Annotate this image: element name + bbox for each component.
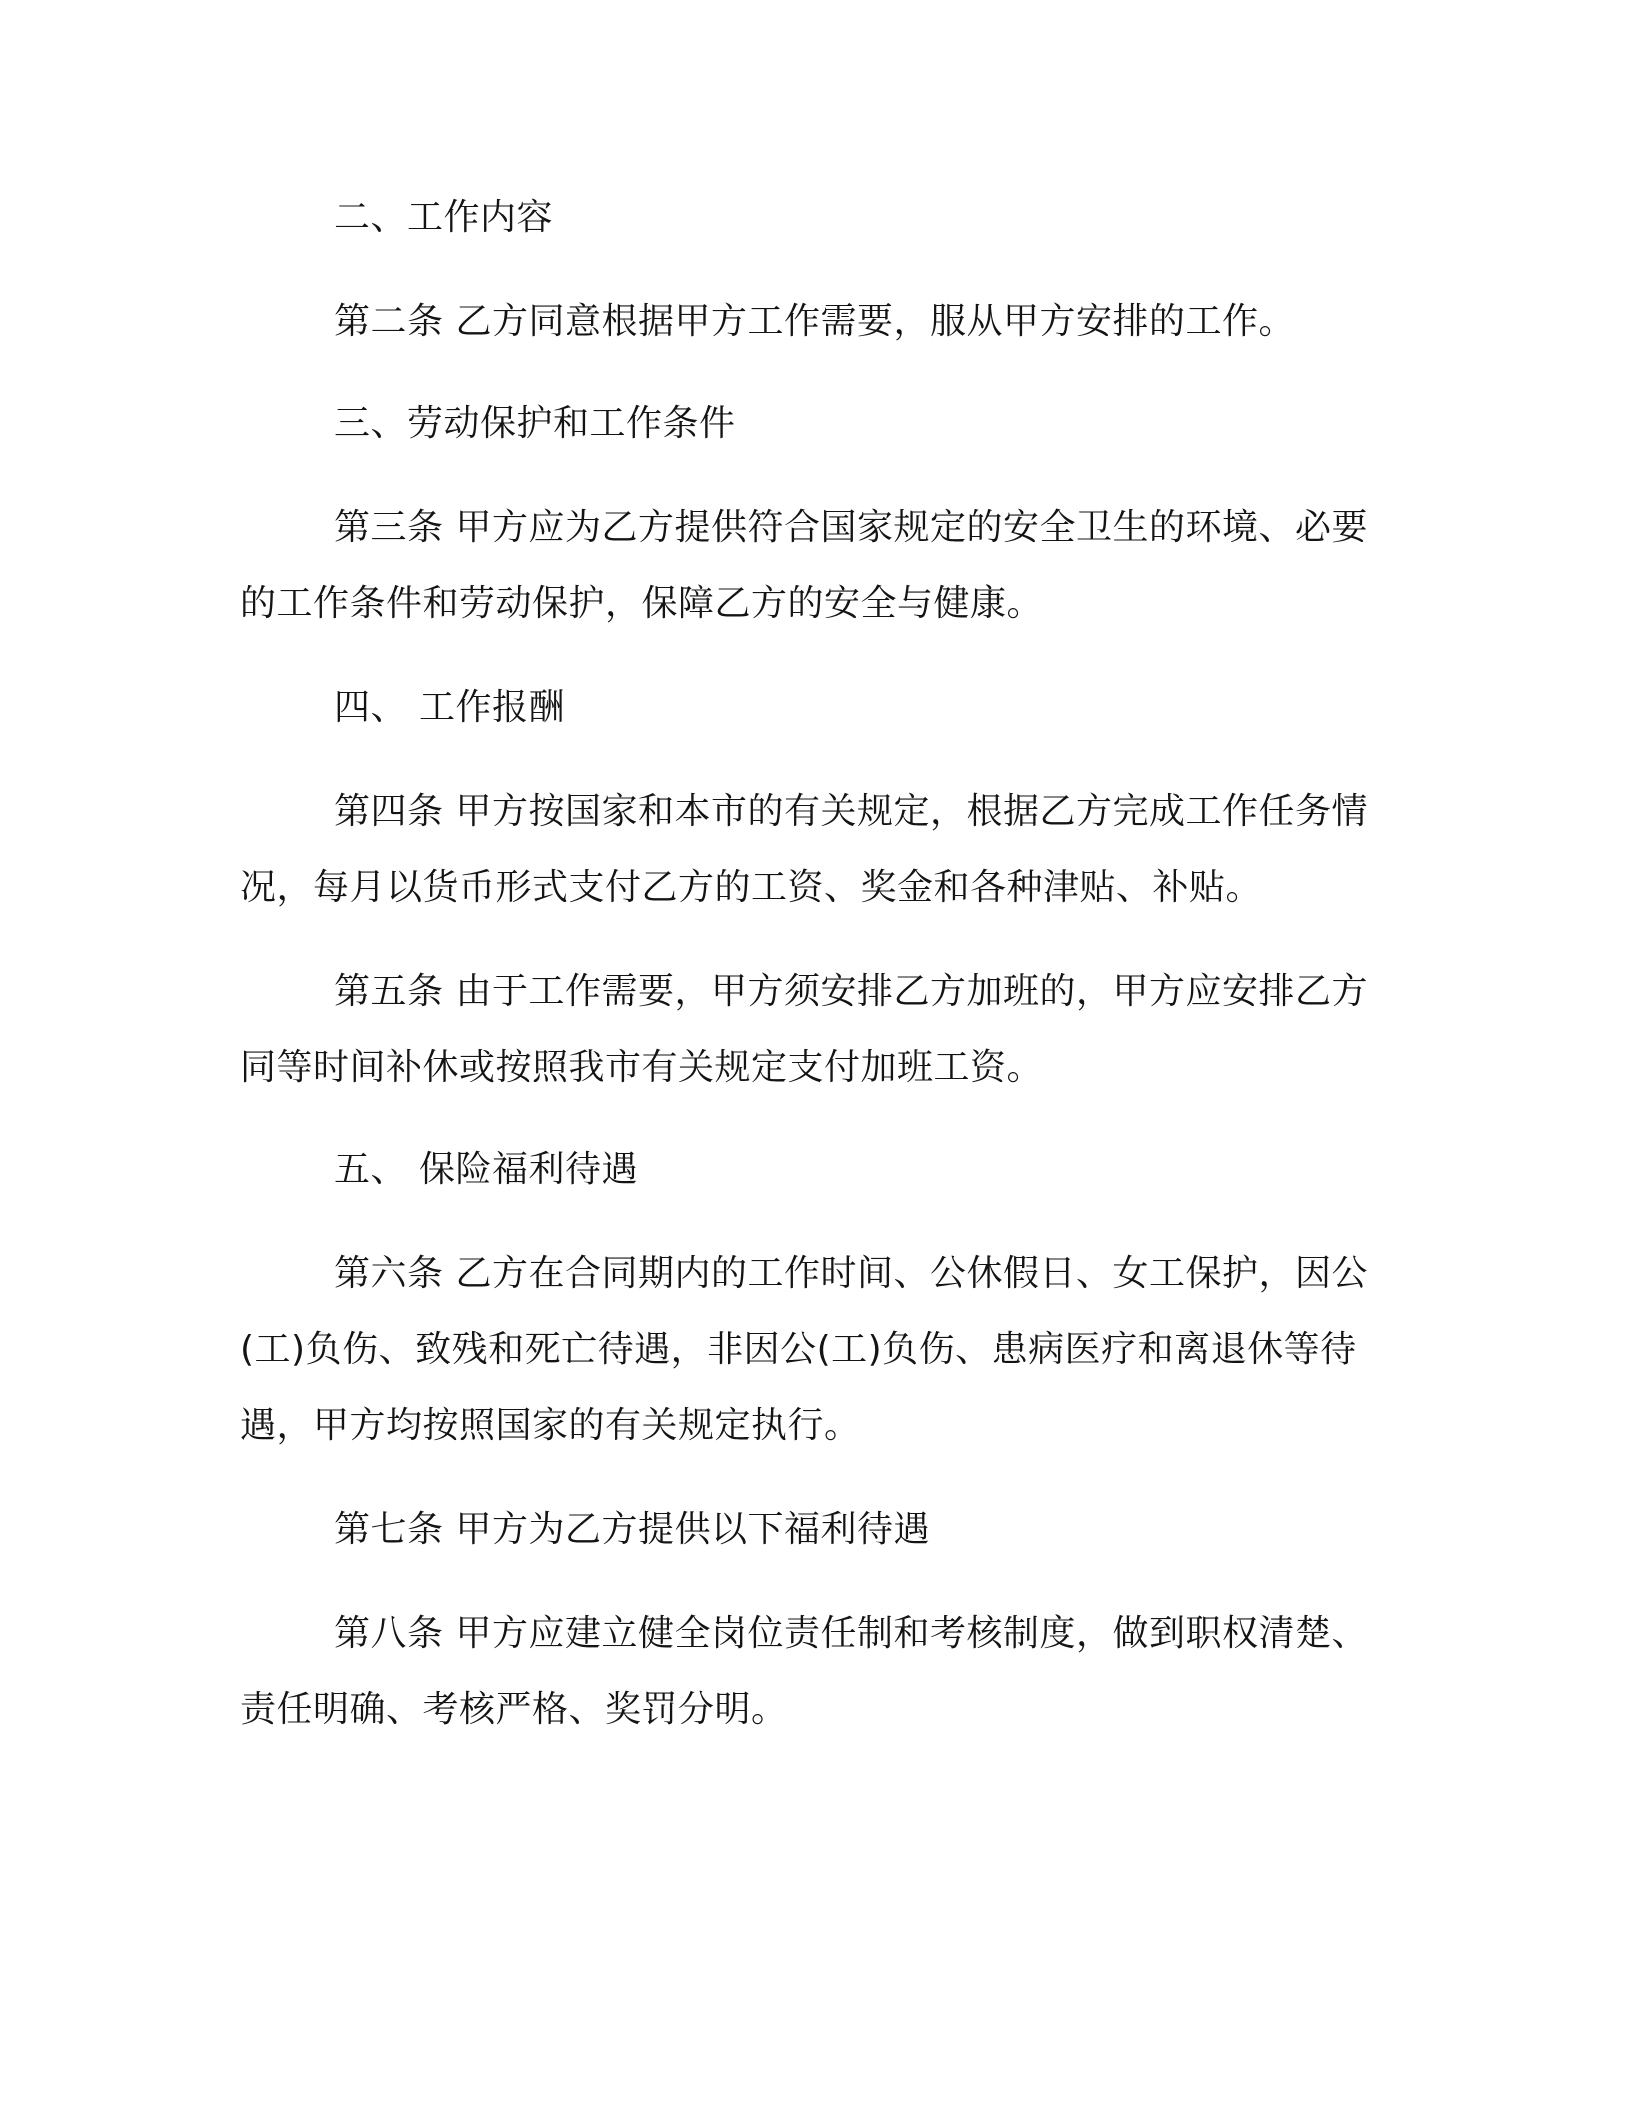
article-8-line-2: 责任明确、考核严格、奖罚分明。 (240, 1689, 788, 1730)
article-3-line-2: 的工作条件和劳动保护，保障乙方的安全与健康。 (240, 583, 1044, 624)
article-4-line-2: 况，每月以货币形式支付乙方的工资、奖金和各种津贴、补贴。 (240, 867, 1263, 908)
section-heading-2: 二、工作内容 (334, 197, 554, 238)
section-heading-5: 五、 保险福利待遇 (334, 1149, 638, 1190)
article-6-line-2: (工)负伤、致残和死亡待遇，非因公(工)负伤、患病医疗和离退休等待 (240, 1329, 1357, 1370)
article-4-line-1: 第四条 甲方按国家和本市的有关规定，根据乙方完成工作任务情 (334, 791, 1368, 832)
article-3-line-1: 第三条 甲方应为乙方提供符合国家规定的安全卫生的环境、必要 (334, 507, 1368, 548)
article-6-line-3: 遇，甲方均按照国家的有关规定执行。 (240, 1405, 861, 1446)
article-8-line-1: 第八条 甲方应建立健全岗位责任制和考核制度，做到职权清楚、 (334, 1613, 1368, 1654)
article-7-text: 第七条 甲方为乙方提供以下福利待遇 (334, 1509, 930, 1550)
article-6-line-1: 第六条 乙方在合同期内的工作时间、公休假日、女工保护，因公 (334, 1253, 1368, 1294)
article-5-line-1: 第五条 由于工作需要，甲方须安排乙方加班的，甲方应安排乙方 (334, 971, 1368, 1012)
section-heading-4: 四、 工作报酬 (334, 687, 565, 728)
article-2-text: 第二条 乙方同意根据甲方工作需要，服从甲方安排的工作。 (334, 301, 1295, 342)
section-heading-3: 三、劳动保护和工作条件 (334, 403, 736, 444)
article-5-line-2: 同等时间补休或按照我市有关规定支付加班工资。 (240, 1047, 1044, 1088)
